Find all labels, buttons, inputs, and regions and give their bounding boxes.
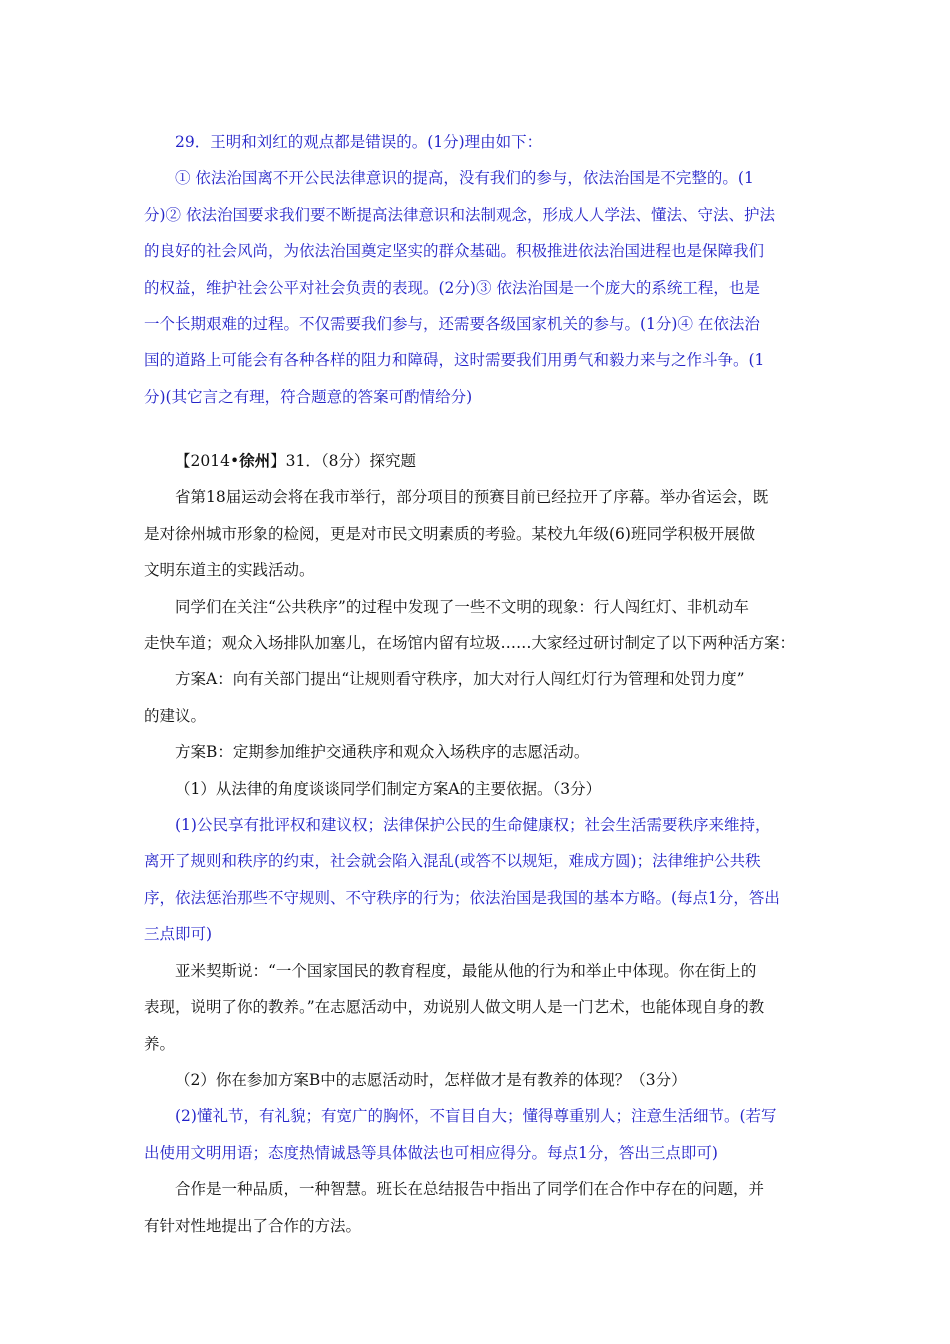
answer-1-line: (1)公民享有批评权和建议权；法律保护公民的生命健康权；社会生活需要秩序来维持，: [175, 816, 771, 835]
q29-answer: [144, 124, 814, 415]
observe-line: 走快车道；观众入场排队加塞儿，在场馆内留有垃圾……大家经过研讨制定了以下两种活方案：: [144, 634, 796, 653]
answer-2-line: (2)懂礼节，有礼貌；有宽广的胸怀，不盲目自大；懂得尊重别人；注意生活细节。(若写: [175, 1107, 777, 1126]
plan-a-line: 的建议。: [144, 706, 207, 725]
q31-city: 徐州: [239, 451, 271, 470]
q29-line: 国的道路上可能会有各种各样的阻力和障碍，这时需要我们用勇气和毅力来与之作斗争。(1: [144, 351, 765, 370]
q29-line: 的良好的社会风尚，为依法治国奠定坚实的群众基础。积极推进依法治国进程也是保障我们: [144, 242, 765, 261]
quote-line: 亚米契斯说：“一个国家国民的教育程度，最能从他的行为和举止中体现。你在街上的: [175, 961, 757, 980]
q29-line: 29．王明和刘红的观点都是错误的。(1分)理由如下：: [175, 133, 543, 151]
q29-line: 分)② 依法治国要求我们要不断提高法律意识和法制观念，形成人人学法、懂法、守法、护法: [144, 205, 775, 224]
coop-line: 有针对性地提出了合作的方法。: [144, 1216, 362, 1235]
q29-line: ① 依法治国离不开公民法律意识的提高，没有我们的参与，依法治国是不完整的。(1: [175, 169, 754, 188]
q29-line: 一个长期艰难的过程。不仅需要我们参与，还需要各级国家机关的参与。(1分)④ 在依法治: [144, 315, 760, 334]
observe-line: 同学们在关注“公共秩序”的过程中发现了一些不文明的现象：行人闯红灯、非机动车: [175, 597, 749, 616]
intro-line: 是对徐州城市形象的检阅，更是对市民文明素质的考验。某校九年级(6)班同学积极开展做: [144, 524, 755, 543]
answer-1-line: 离开了规则和秩序的约束，社会就会陷入混乱(或答不以规矩，难成方圆)；法律维护公共秩: [144, 852, 761, 871]
q31-section: [144, 443, 814, 1244]
answer-1-line: 序，依法惩治那些不守规则、不守秩序的行为；依法治国是我国的基本方略。(每点1分，答出: [144, 888, 780, 907]
coop-line: 合作是一种品质，一种智慧。班长在总结报告中指出了同学们在合作中存在的问题，并: [175, 1180, 765, 1199]
quote-line: 表现，说明了你的教养。”在志愿活动中，劝说别人做文明人是一门艺术，也能体现自身的教: [144, 998, 765, 1017]
intro-line: 文明东道主的实践活动。: [144, 561, 315, 580]
q29-line: 的权益，维护社会公平对社会负责的表现。(2分)③ 依法治国是一个庞大的系统工程，也是: [144, 278, 760, 297]
plan-b-line: 方案B：定期参加维护交通秩序和观众入场秩序的志愿活动。: [175, 743, 590, 762]
plan-a-line: 方案A：向有关部门提出“让规则看守秩序，加大对行人闯红灯行为管理和处罚力度”: [175, 670, 745, 689]
question-1: （1）从法律的角度谈谈同学们制定方案A的主要依据。（3分）: [175, 779, 602, 798]
intro-line: 省第18届运动会将在我市举行，部分项目的预赛目前已经拉开了序幕。举办省运会，既: [175, 488, 769, 507]
quote-line: 养。: [144, 1034, 176, 1053]
q31-header: 【2014•徐州】31．（8分）探究题: [175, 451, 416, 470]
question-2: （2）你在参加方案B中的志愿活动时，怎样做才是有教养的体现？（3分）: [175, 1070, 687, 1089]
q29-line: 分)(其它言之有理，符合题意的答案可酌情给分): [144, 387, 473, 406]
answer-1-line: 三点即可): [144, 925, 213, 944]
answer-2-line: 出使用文明用语；态度热情诚恳等具体做法也可相应得分。每点1分，答出三点即可): [144, 1143, 718, 1162]
